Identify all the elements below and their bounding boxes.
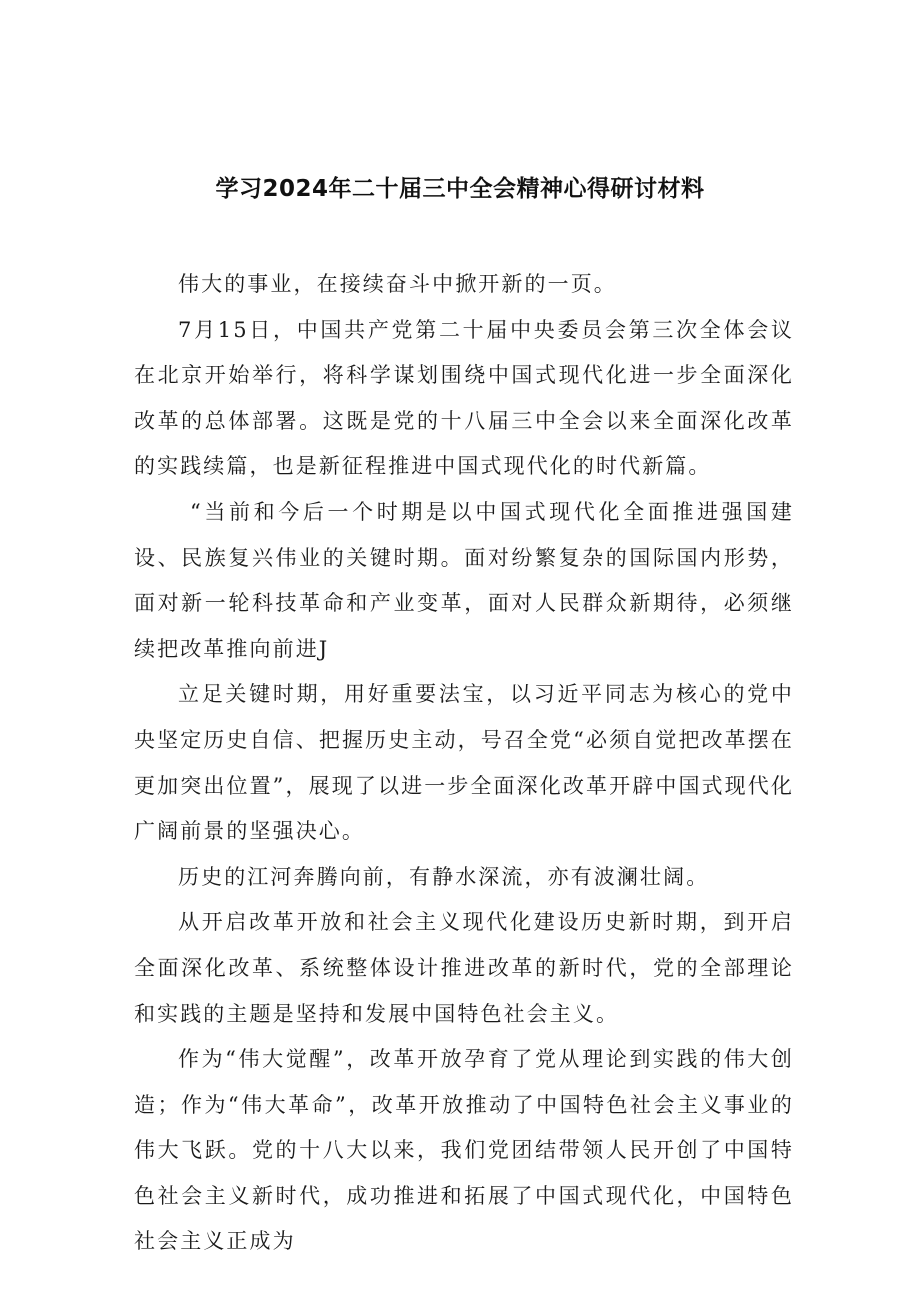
paragraph-4: 立足关键时期，用好重要法宝，以习近平同志为核心的党中央坚定历史自信、把握历史主动，号召全党“必须自觉把改革摆在更加突出位置”，展现了以进一步全面深化改革开辟中国式现代化广阔前景的坚强决心。	[134, 682, 794, 844]
paragraph-3: “当前和今后一个时期是以中国式现代化全面推进强国建设、民族复兴伟业的关键时期。面对纷繁复杂的国际国内形势，面对新一轮科技革命和产业变革，面对人民群众新期待，必须继续把改革推向前进J	[134, 499, 794, 661]
paragraph-5: 历史的江河奔腾向前，有静水深流，亦有波澜壮阔。	[178, 864, 710, 889]
document-title: 学习2024年二十届三中全会精神心得研讨材料	[215, 176, 705, 202]
paragraph-6: 从开启改革开放和社会主义现代化建设历史新时期，到开启全面深化改革、系统整体设计推进改革的新时代，党的全部理论和实践的主题是坚持和发展中国特色社会主义。	[134, 910, 794, 1026]
paragraph-2: 7月15日，中国共产党第二十届中央委员会第三次全体会议在北京开始举行，将科学谋划围绕中国式现代化进一步全面深化改革的总体部署。这既是党的十八届三中全会以来全面深化改革的实践续篇，也是新征程推进中国式现代化的时代新篇。	[134, 317, 794, 479]
paragraph-1: 伟大的事业，在接续奋斗中掀开新的一页。	[178, 272, 617, 296]
paragraph-7: 作为“伟大觉醒”，改革开放孕育了党从理论到实践的伟大创造；作为“伟大革命”，改革开放推动了中国特色社会主义事业的伟大飞跃。党的十八大以来，我们党团结带领人民开创了中国特色社会主义新时代，成功推进和拓展了中国式现代化，中国特色社会主义正成为	[134, 1047, 794, 1254]
document-body	[134, 262, 794, 1265]
